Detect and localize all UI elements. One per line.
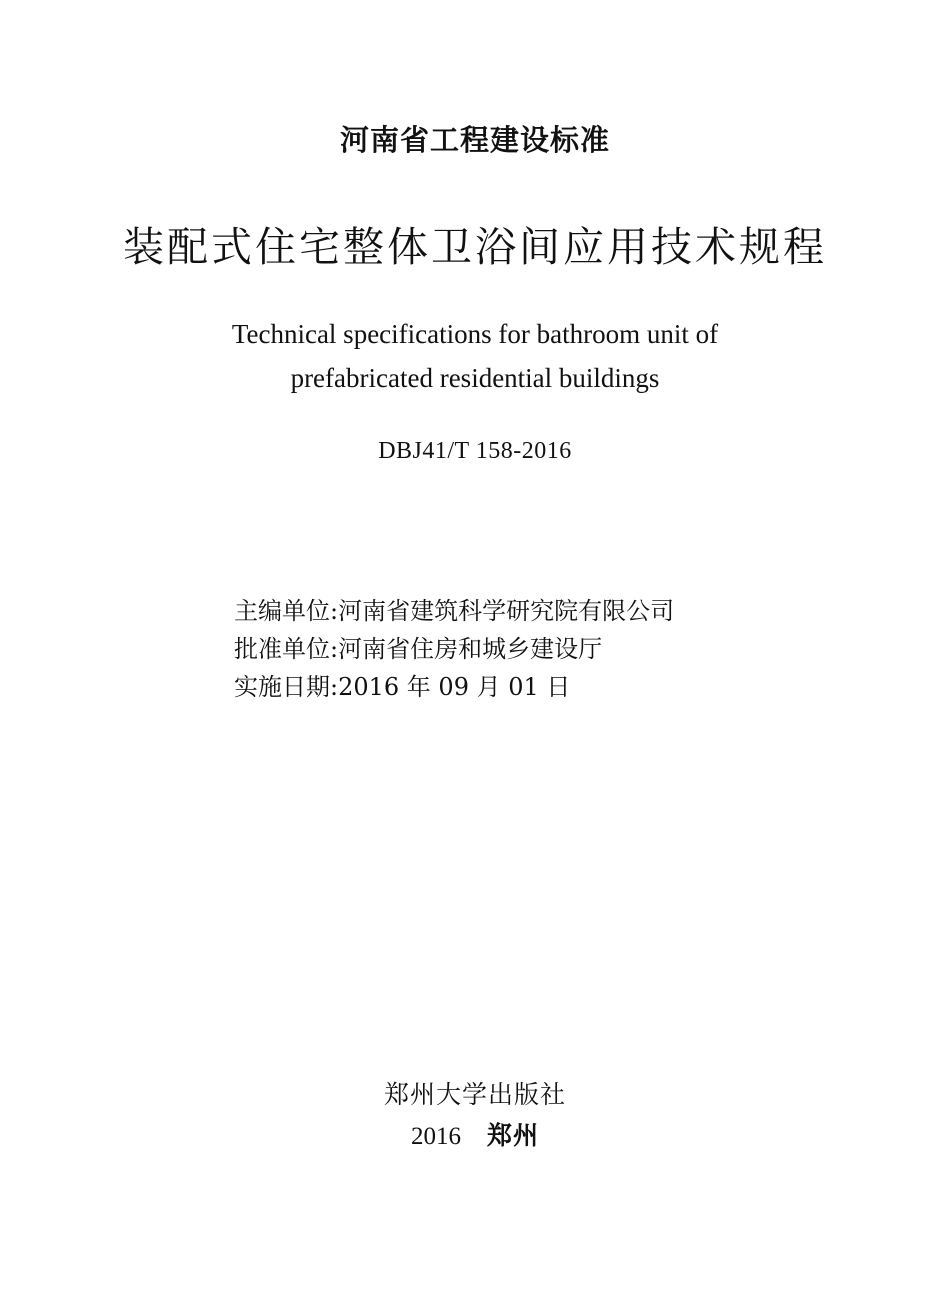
standard-code: DBJ41/T 158-2016	[378, 438, 572, 464]
publisher-name: 郑州大学出版社	[383, 1080, 566, 1109]
chinese-title: 装配式住宅整体卫浴间应用技术规程	[123, 223, 827, 271]
info-row-chief-editor	[234, 592, 674, 630]
series-title: 河南省工程建设标准	[339, 123, 610, 157]
info-value: 河南省建筑科学研究院有限公司	[338, 597, 675, 625]
publication-line	[0, 1116, 950, 1152]
english-title-line-1: Technical specifications for bathroom unit of	[231, 319, 719, 349]
info-row-effective-date	[234, 668, 674, 706]
info-label: 批准单位:	[234, 635, 339, 663]
info-label: 实施日期:	[234, 673, 339, 701]
publication-city: 郑州	[486, 1121, 539, 1150]
info-row-approver	[234, 630, 674, 668]
info-value: 河南省住房和城乡建设厅	[338, 635, 603, 663]
info-label: 主编单位:	[234, 597, 339, 625]
english-title-line-2: prefabricated residential buildings	[290, 363, 660, 393]
info-block	[234, 592, 674, 706]
english-title	[0, 312, 950, 400]
publication-year: 2016	[410, 1123, 461, 1150]
info-value: 2016 年 09 月 01 日	[338, 673, 571, 701]
